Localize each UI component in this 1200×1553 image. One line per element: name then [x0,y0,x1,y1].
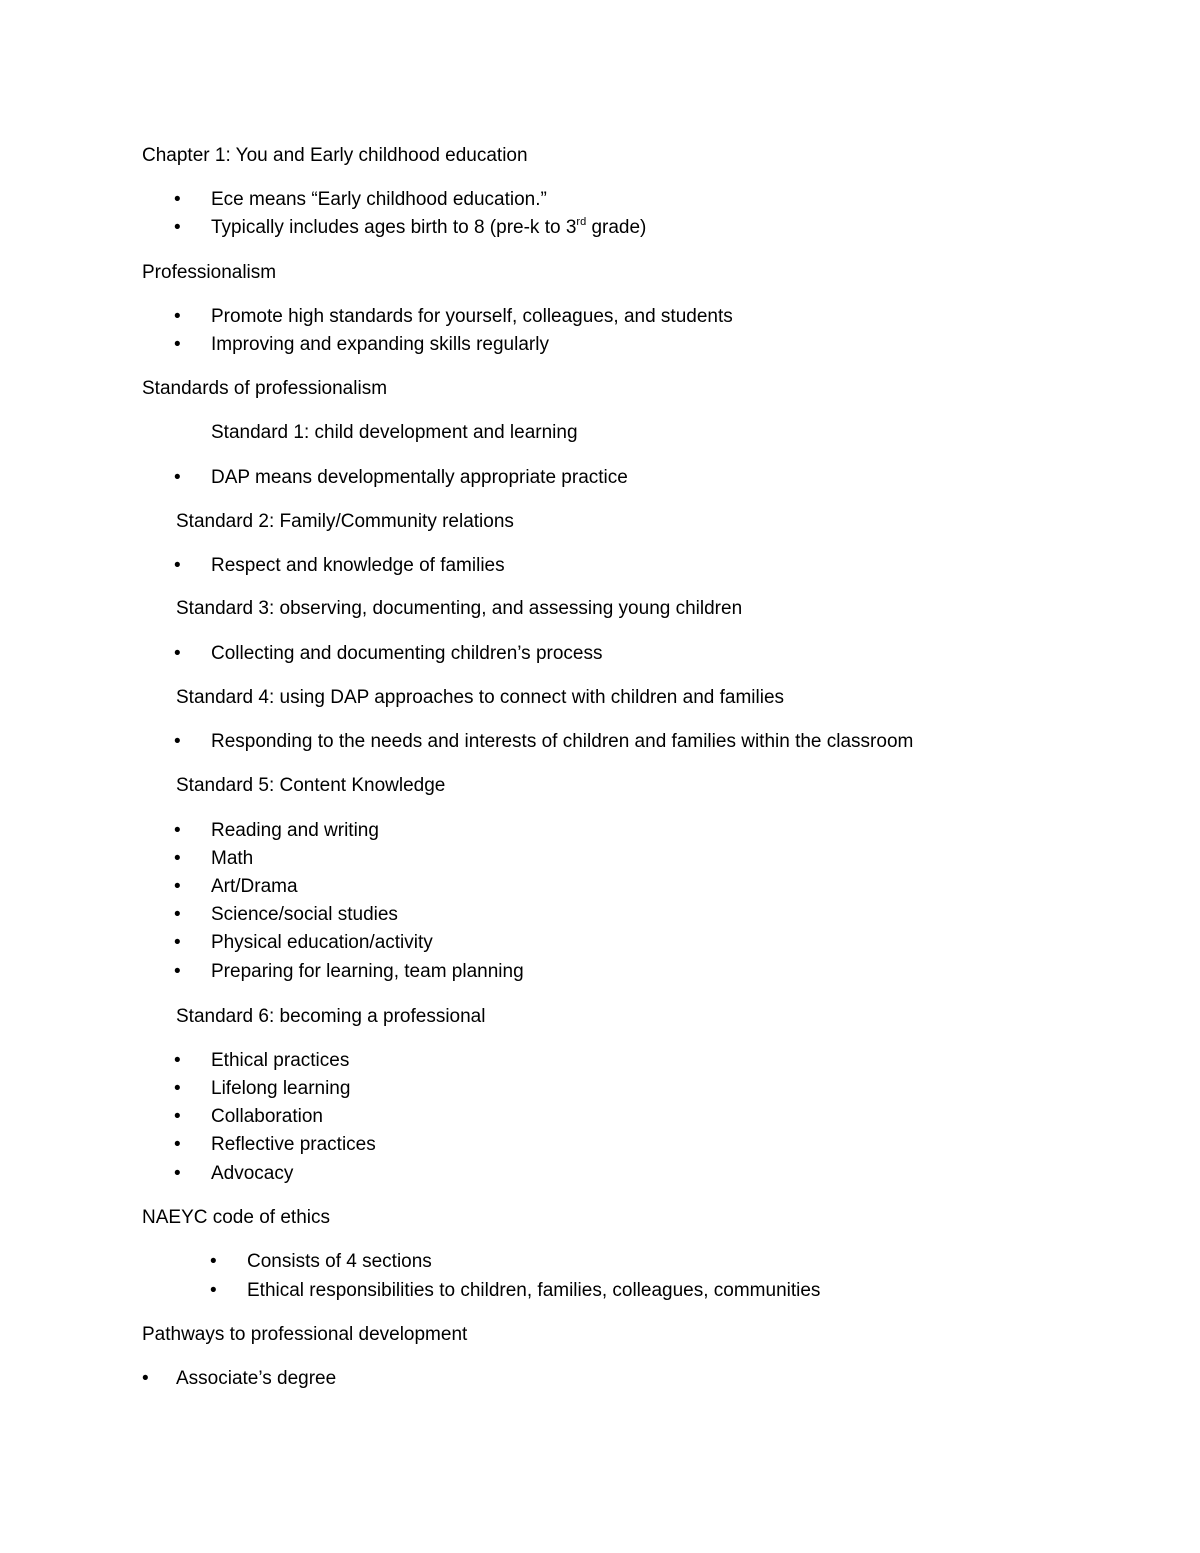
standard-6-item: Ethical practices [211,1050,350,1071]
bullet-icon: • [174,876,181,897]
pathways-item: Associate’s degree [176,1368,337,1389]
standard-5-item: Math [211,848,254,869]
bullet-icon: • [174,555,181,576]
standard-6-item: Lifelong learning [211,1078,351,1099]
standard-2-title: Standard 2: Family/Community relations [176,511,514,532]
standard-5-item: Science/social studies [211,904,398,925]
professionalism-item: Improving and expanding skills regularly [211,334,549,355]
intro-item: Ece means “Early childhood education.” [211,189,547,210]
standard-5-item: Physical education/activity [211,932,433,953]
bullet-icon: • [210,1280,217,1301]
professionalism-item: Promote high standards for yourself, colleagues, and students [211,306,733,327]
standard-6-title: Standard 6: becoming a professional [176,1006,486,1027]
bullet-icon: • [174,334,181,355]
intro-item: Typically includes ages birth to 8 (pre-k to 3rd grade) [211,216,647,238]
bullet-icon: • [174,1050,181,1071]
bullet-icon: • [174,904,181,925]
chapter-title: Chapter 1: You and Early childhood education [142,145,528,166]
standard-6-item: Reflective practices [211,1134,376,1155]
bullet-icon: • [174,217,181,238]
standard-1-title: Standard 1: child development and learning [211,422,578,443]
bullet-icon: • [142,1368,149,1389]
pathways-heading: Pathways to professional development [142,1324,468,1345]
bullet-icon: • [174,643,181,664]
bullet-icon: • [174,467,181,488]
naeyc-item: Ethical responsibilities to children, families, colleagues, communities [247,1280,821,1301]
bullet-icon: • [174,1106,181,1127]
bullet-icon: • [174,1134,181,1155]
standard-5-item: Reading and writing [211,820,379,841]
naeyc-item: Consists of 4 sections [247,1251,432,1272]
standard-5-item: Preparing for learning, team planning [211,961,524,982]
bullet-icon: • [174,1163,181,1184]
bullet-icon: • [174,306,181,327]
standards-heading: Standards of professionalism [142,378,388,399]
standard-4-title: Standard 4: using DAP approaches to connect with children and families [176,687,785,708]
standard-6-item: Advocacy [211,1163,294,1184]
standard-2-item: Respect and knowledge of families [211,555,505,576]
standard-1-item: DAP means developmentally appropriate practice [211,467,628,488]
standard-4-item: Responding to the needs and interests of children and families within the classroom [211,731,914,752]
bullet-icon: • [174,932,181,953]
standard-3-title: Standard 3: observing, documenting, and assessing young children [176,598,743,619]
bullet-icon: • [174,820,181,841]
standard-5-item: Art/Drama [211,876,298,897]
bullet-icon: • [174,848,181,869]
bullet-icon: • [174,1078,181,1099]
bullet-icon: • [174,961,181,982]
standard-6-item: Collaboration [211,1106,323,1127]
naeyc-heading: NAEYC code of ethics [142,1207,330,1228]
professionalism-heading: Professionalism [142,262,277,283]
bullet-icon: • [210,1251,217,1272]
bullet-icon: • [174,731,181,752]
bullet-icon: • [174,189,181,210]
standard-5-title: Standard 5: Content Knowledge [176,775,446,796]
standard-3-item: Collecting and documenting children’s process [211,643,603,664]
